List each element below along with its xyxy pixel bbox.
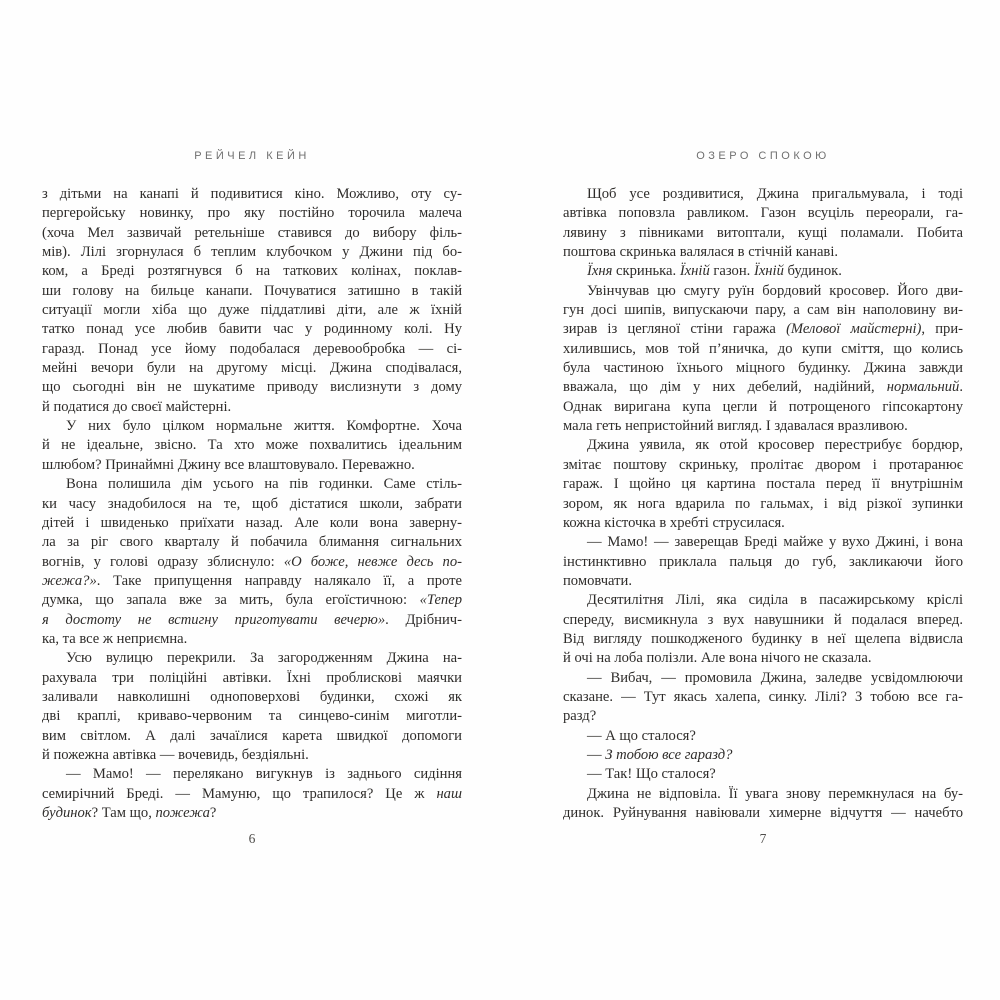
text-line: пергеройську новинку, про яку постійно торочила малеча — [42, 205, 462, 222]
text-line: Їхня скринька. Їхній газон. Їхній будинок. — [587, 263, 842, 280]
text-line: — А що сталося? — [587, 727, 696, 744]
text-line: що сьогодні він не шукатиме приводу вислизнути з дому — [42, 379, 462, 396]
running-head-author: РЕЙЧЕЛ КЕЙН — [194, 150, 310, 162]
text-line: Вона полишила дім усього на пів годинки. Саме стіль- — [66, 476, 462, 493]
text-line: кожна кісточка в хребті струсилася. — [563, 514, 785, 531]
text-line: поштова скринька валялася в стічній канаві. — [563, 244, 839, 261]
right-page — [563, 0, 963, 1000]
text-line: — Так! Що сталося? — [587, 766, 716, 783]
text-line: — Мамо! — заверещав Бреді майже у вухо Джині, і вона — [587, 534, 963, 551]
text-line: ситуації могли хіба що дуже піддатливі діти, але ж їхній — [42, 302, 462, 319]
text-line: вважала, що дім у них дебелий, надійний, нормальний. — [563, 379, 963, 396]
text-line: вогнів, у голові одразу зблиснуло: «О боже, невже десь по- — [42, 553, 462, 570]
text-line: Від вигляду пошкодженого будинку в неї щелепа відвисла — [563, 630, 963, 647]
text-line: мів). Лілі згорнулася б теплим клубочком у Джини під бо- — [42, 244, 462, 261]
text-line: дві краплі, криваво-червоним та синцево-синім миготли- — [42, 708, 462, 725]
text-line: шлюбом? Принаймні Джину все влаштовувало. Переважно. — [42, 456, 415, 473]
left-page-body-text — [42, 185, 462, 823]
text-line: й очі на лоба полізли. Але вона нічого не сказала. — [563, 650, 872, 667]
text-line: лявину з півниками витоптали, кущі поламали. Побита — [563, 224, 963, 241]
text-line: помовчати. — [563, 572, 632, 589]
text-line: (хоча Мел зазвичай ретельніше ставився до вибору філь- — [42, 224, 462, 241]
text-line: динок. Руйнування навіювали химерне відчуття — начебто — [563, 805, 963, 821]
text-line: ши голову на бильце канапи. Почуватися затишно в такій — [42, 282, 462, 299]
text-line: гараж. І щойно ця картина постала перед її внутрішнім — [563, 476, 963, 493]
text-line: — З тобою все гаразд? — [587, 746, 733, 763]
text-line: — Вибач, — промовила Джина, заледве усвідомлюючи — [587, 669, 963, 686]
text-line: сказане. — Тут якась халепа, синку. Лілі? З тобою все га- — [563, 688, 963, 705]
text-line: спереду, висмикнула з вух навушники й подалася вперед. — [563, 611, 963, 628]
text-line: мала геть непристойний вигляд. І здавалася вразливою. — [563, 418, 908, 435]
running-head-title: ОЗЕРО СПОКОЮ — [696, 150, 830, 162]
text-line: ла за ріг свого кварталу й побачила блимання сигнальних — [42, 534, 462, 551]
text-line: й пожежна автівка — вочевидь, бездіяльні. — [42, 746, 309, 763]
text-line: будинок? Там що, пожежа? — [42, 805, 217, 821]
text-line: татко понад усе любив бавити час у родинному колі. Ну — [42, 321, 462, 338]
text-line: змітає поштову скриньку, пролітає двором і протаранює — [563, 456, 963, 473]
text-line: зирав із цегляної стіни гаража (Мелової майстерні), при- — [563, 321, 963, 338]
text-line: жежа?». Таке припущення направду налякало її, а проте — [42, 572, 462, 589]
text-line: рахувала три поліційні автівки. Їхні проблискові маячки — [42, 669, 462, 686]
text-line: й не ідеальне, звісно. Та хто може похвалитись ідеальним — [42, 437, 462, 454]
text-line: гун досі шипів, випускаючи пару, а сам він наполовину ви- — [563, 302, 963, 319]
text-line: Десятилітня Лілі, яка сиділа в пасажирському кріслі — [587, 592, 963, 609]
text-line: з дітьми на канапі й подивитися кіно. Можливо, оту су- — [42, 186, 462, 202]
text-line: Усю вулицю перекрили. За загородженням Джина на- — [66, 650, 462, 667]
text-line: ки часу знадобилося на те, щоб дістатися школи, забрати — [42, 495, 462, 512]
text-line: Джина не відповіла. Її увага знову перемкнулася на бу- — [587, 785, 963, 802]
text-line: я достоту не встигну приготувати вечерю». Дрібнич- — [42, 611, 462, 628]
text-line: Увінчував цю смугу руїн бордовий кросовер. Його дви- — [587, 282, 963, 299]
text-line: хилившись, мов той п’яничка, до купи сміття, що колись — [563, 340, 963, 357]
text-line: — Мамо! — перелякано вигукнув із заднього сидіння — [66, 766, 462, 783]
text-line: разд? — [563, 708, 597, 725]
text-line: вим світлом. А далі зачаїлися карета швидкої допомоги — [42, 727, 462, 744]
left-page-number: 6 — [248, 831, 256, 846]
right-page-number: 7 — [759, 831, 767, 846]
text-line: Однак виригана купа цегли й потрощеного гіпсокартону — [563, 398, 963, 415]
text-line: семирічний Бреді. — Мамуню, що трапилося? Це ж наш — [42, 785, 462, 802]
text-line: Джина уявила, як отой кросовер перестрибує бордюр, — [587, 437, 963, 454]
text-line: Щоб усе роздивитися, Джина пригальмувала, і тоді — [587, 186, 963, 202]
text-line: гаразд. Понад усе йому подобалася деревообробка — сі- — [42, 340, 462, 357]
text-line: думка, що запала вже за мить, була егоїстичною: «Тепер — [42, 592, 462, 609]
left-page — [42, 0, 462, 1000]
text-line: ка, та все ж неприємна. — [42, 630, 188, 647]
text-line: інстинктивно приклала пальця до губ, закликаючи його — [563, 553, 963, 570]
text-line: ком, а Бреді розтягнувся б на таткових колінах, поклав- — [42, 263, 462, 280]
text-line: мейні вечори були на другому місці. Джина сподівалася, — [42, 360, 462, 377]
text-line: автівка поповзла равликом. Газон всуціль переорали, га- — [563, 205, 963, 222]
text-line: зором, як нога вдарила по гальмах, і від різкої зупинки — [563, 495, 963, 512]
text-line: заливали навколишні одноповерхові будинки, схожі як — [42, 688, 462, 705]
text-line: дітей і швиденько приїхати назад. Але коли вона заверну- — [42, 514, 462, 531]
text-line: й податися до своєї майстерні. — [42, 398, 232, 415]
text-line: була частиною їхнього міцного будинку. Джина завжди — [563, 360, 963, 377]
right-page-body-text — [563, 185, 963, 823]
text-line: У них було цілком нормальне життя. Комфортне. Хоча — [66, 418, 462, 435]
